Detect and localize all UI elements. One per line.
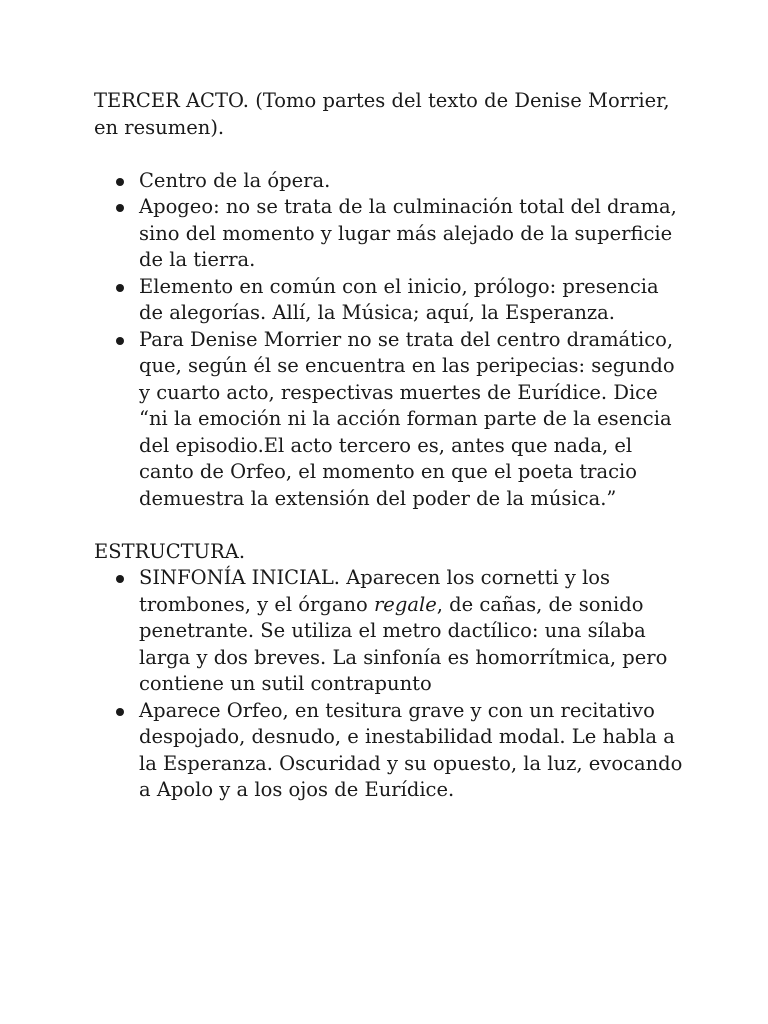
list-item <box>94 274 684 327</box>
list-item-text-part: SINFONÍA INICIAL. Aparecen los cornetti y los trombones, y el órgano <box>139 566 611 616</box>
bullet-icon <box>116 284 124 292</box>
section-heading-tercer-acto: TERCER ACTO. (Tomo partes del texto de Denise Morrier, en resumen). <box>94 89 670 139</box>
list-item <box>94 327 684 513</box>
bullet-icon <box>116 178 124 186</box>
list-item <box>94 698 684 804</box>
list-item <box>94 168 684 195</box>
bullet-icon <box>116 708 124 716</box>
list-item-text: Para Denise Morrier no se trata del centro dramático, que, según él se encuentra en las peripecias: segundo y cuarto acto, respectivas muertes de Eurídice. Dice “ni la emoción ni la acción forman parte de la esencia del episodio.El acto tercero es, antes que nada, el canto de Orfeo, el momento en que el poeta tracio demuestra la extensión del poder de la música.” <box>139 327 675 510</box>
list-item-text: Centro de la ópera. <box>139 168 331 192</box>
list-item-text: Elemento en común con el inicio, prólogo: presencia de alegorías. Allí, la Música; aquí, la Esperanza. <box>139 274 659 324</box>
list-item <box>94 565 684 698</box>
emphasized-term: regale <box>373 592 437 616</box>
section-heading-estructura: ESTRUCTURA. <box>94 539 246 563</box>
bullet-icon <box>116 204 124 212</box>
list-item-text-part: , de cañas, de sonido penetrante. Se utiliza el metro dactílico: una sílaba larga y dos breves. La sinfonía es homorrítmica, pero contiene un sutil contrapunto <box>139 592 668 695</box>
list-item <box>94 194 684 274</box>
estructura-bullet-list <box>94 565 684 804</box>
paragraph-spacer <box>94 512 684 539</box>
document-body <box>94 88 684 804</box>
list-item-text: Apogeo: no se trata de la culminación total del drama, sino del momento y lugar más alejado de la superficie de la tierra. <box>139 195 677 271</box>
list-item-text: Aparece Orfeo, en tesitura grave y con un recitativo despojado, desnudo, e inestabilidad modal. Le habla a la Esperanza. Oscuridad y su opuesto, la luz, evocando a Apolo y a los ojos de Eurídice. <box>139 698 683 801</box>
bullet-icon <box>116 337 124 345</box>
bullet-icon <box>116 575 124 583</box>
paragraph-spacer <box>94 141 684 168</box>
tercer-acto-bullet-list <box>94 168 684 513</box>
